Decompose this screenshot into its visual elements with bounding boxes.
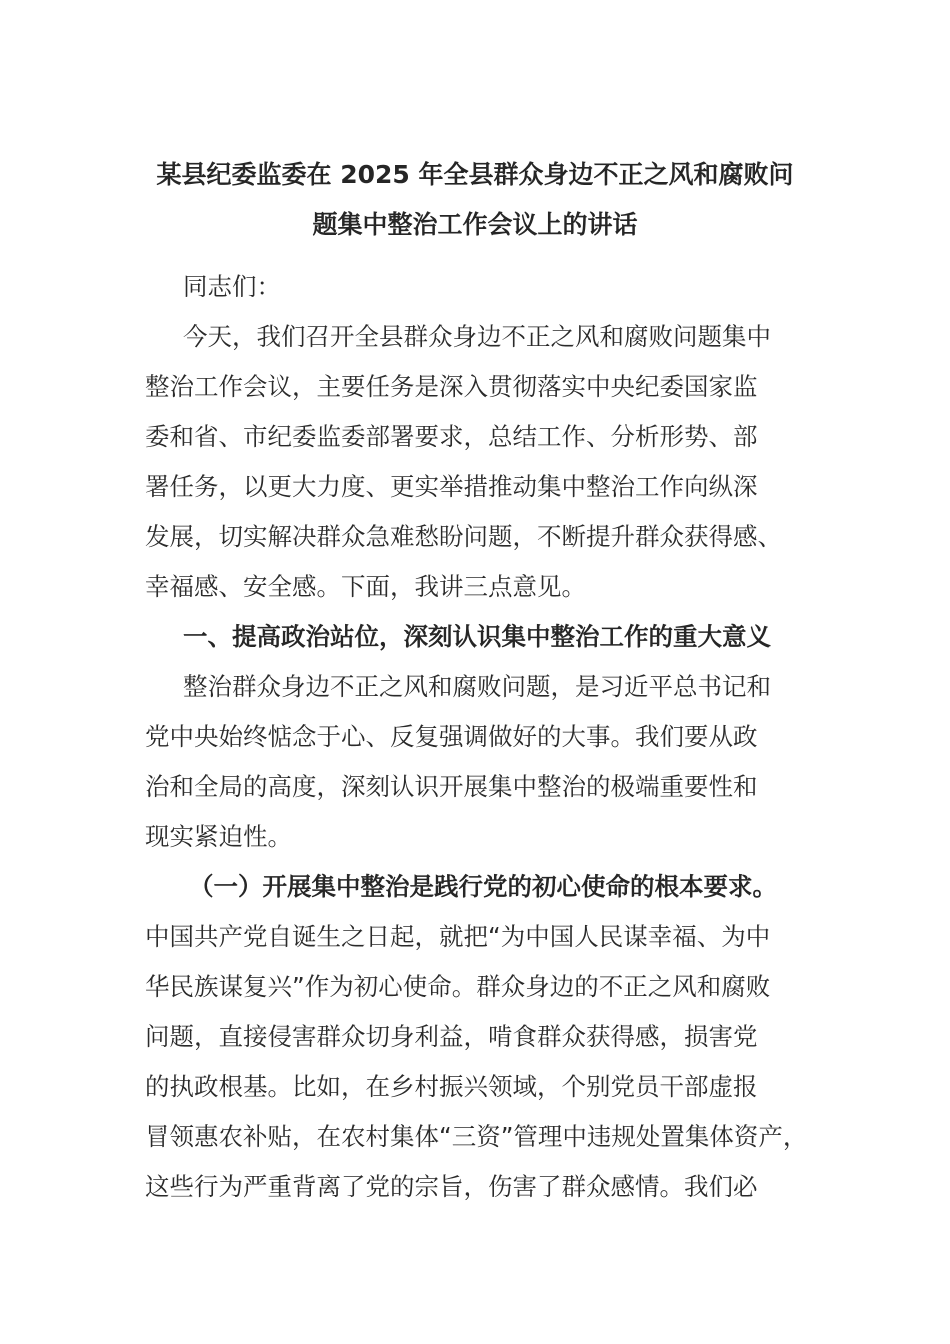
subsection-1-line-1: 中国共产党自诞生之日起，就把“为中国人民谋幸福、为中 xyxy=(145,922,771,951)
title-line-2: 题集中整治工作会议上的讲话 xyxy=(312,210,638,239)
intro-line-4: 署任务，以更大力度、更实举措推动集中整治工作向纵深 xyxy=(145,472,758,501)
intro-line-2: 整治工作会议，主要任务是深入贯彻落实中央纪委国家监 xyxy=(145,372,758,401)
document-body xyxy=(145,262,825,1212)
section-1-heading: 一、提高政治站位，深刻认识集中整治工作的重大意义 xyxy=(183,622,771,651)
subsection-1-line-6: 这些行为严重背离了党的宗旨，伤害了群众感情。我们必 xyxy=(145,1172,758,1201)
subsection-1-line-5: 冒领惠农补贴，在农村集体“三资”管理中违规处置集体资产， xyxy=(145,1122,808,1151)
section-1-line-4: 现实紧迫性。 xyxy=(145,822,292,851)
title-line-1: 某县纪委监委在 2025 年全县群众身边不正之风和腐败问 xyxy=(156,160,794,189)
intro-line-6: 幸福感、安全感。下面，我讲三点意见。 xyxy=(145,572,586,601)
intro-line-3: 委和省、市纪委监委部署要求，总结工作、分析形势、部 xyxy=(145,422,758,451)
section-1-line-1: 整治群众身边不正之风和腐败问题，是习近平总书记和 xyxy=(183,672,771,701)
document-title xyxy=(140,150,810,250)
subsection-1-heading: （一）开展集中整治是践行党的初心使命的根本要求。 xyxy=(189,872,777,901)
intro-line-5: 发展，切实解决群众急难愁盼问题，不断提升群众获得感、 xyxy=(145,522,782,551)
subsection-1-line-2: 华民族谋复兴”作为初心使命。群众身边的不正之风和腐败 xyxy=(145,972,771,1001)
salutation: 同志们： xyxy=(183,272,281,301)
intro-line-1: 今天，我们召开全县群众身边不正之风和腐败问题集中 xyxy=(183,322,771,351)
subsection-1-line-3: 问题，直接侵害群众切身利益，啃食群众获得感，损害党 xyxy=(145,1022,758,1051)
section-1-line-2: 党中央始终惦念于心、反复强调做好的大事。我们要从政 xyxy=(145,722,758,751)
section-1-line-3: 治和全局的高度，深刻认识开展集中整治的极端重要性和 xyxy=(145,772,758,801)
subsection-1-line-4: 的执政根基。比如，在乡村振兴领域，个别党员干部虚报 xyxy=(145,1072,758,1101)
